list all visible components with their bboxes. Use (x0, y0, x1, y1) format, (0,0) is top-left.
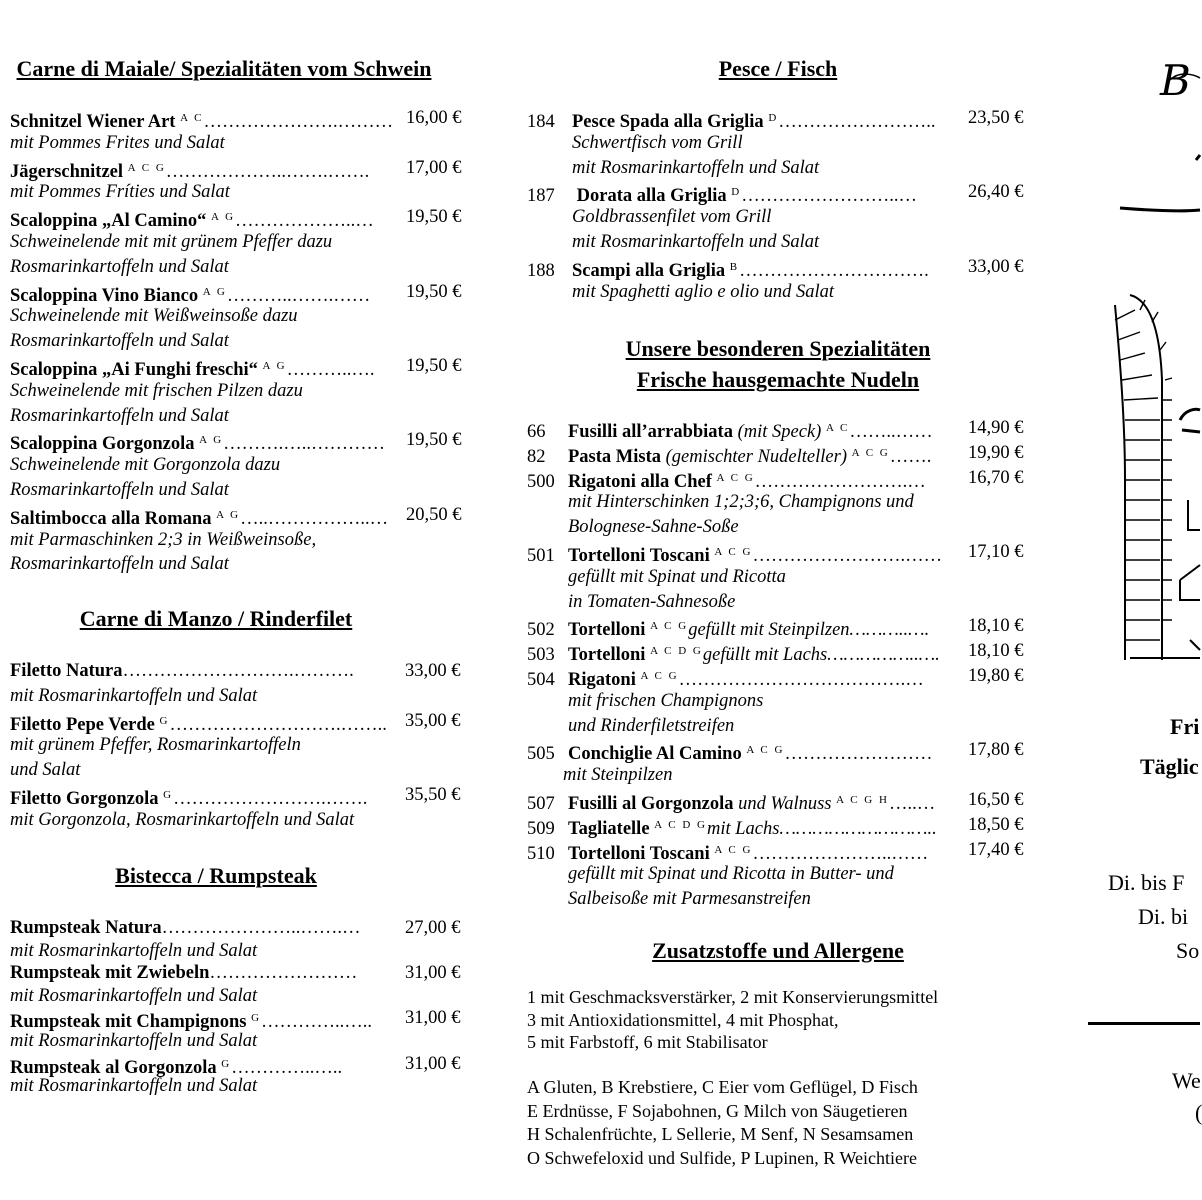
steak-item-0-title: Rumpsteak Natura (10, 918, 162, 938)
pasta-item-10-desc: Salbeisoße mit Parmesanstreifen (568, 889, 811, 910)
steak-item-3-title: Rumpsteak al Gorgonzola (10, 1057, 217, 1078)
pork-item-0-allergens: A C (180, 112, 204, 124)
fish-item-0-price: 23,50 € (968, 108, 1024, 128)
pasta-item-3-number: 501 (527, 546, 555, 566)
pasta-item-3-desc: in Tomaten-Sahnesoße (568, 591, 736, 612)
pasta-item-8-title: Fusilli al Gorgonzola (568, 794, 734, 814)
hours-2: Di. bi (1138, 904, 1189, 929)
pasta-item-2 (527, 466, 926, 494)
pasta-item-3-price: 17,10 € (968, 542, 1024, 562)
pasta-item-2-desc: mit Hinterschinken 1;2;3;6, Champignons und (568, 492, 914, 513)
pork-item-6-desc: Rosmarinkartoffeln und Salat (10, 554, 229, 575)
pasta-item-6-number: 504 (527, 670, 555, 690)
pasta-item-6 (527, 664, 924, 692)
fish-item-0-desc: Schwertfisch vom Grill (572, 132, 743, 153)
additive-line: 3 mit Antioxidationsmittel, 4 mit Phosphat, (527, 1009, 839, 1030)
fish-item-0 (527, 106, 936, 134)
fish-item-1-desc: mit Rosmarinkartoffeln und Salat (572, 232, 820, 252)
pasta-item-0-price: 14,90 € (968, 418, 1024, 438)
beef-item-1-price: 35,00 € (405, 710, 461, 731)
pasta-item-8-number: 507 (527, 794, 555, 814)
pork-item-4-allergens: A G (262, 360, 287, 372)
pork-item-5-allergens: A G (199, 434, 224, 447)
steak-item-1-desc: mit Rosmarinkartoffeln und Salat (10, 985, 258, 1006)
pork-item-1-title: Jägerschnitzel (10, 161, 124, 182)
pork-item-2-desc: Rosmarinkartoffeln und Salat (10, 256, 229, 277)
pork-item-6-dots: …..……………..… (240, 508, 389, 529)
pork-item-4 (10, 354, 374, 382)
divider-line (1088, 1022, 1200, 1025)
fish-item-2 (527, 255, 929, 283)
pork-item-5 (10, 428, 385, 456)
beef-item-1 (10, 709, 387, 737)
pasta-item-8-dots: …..… (888, 794, 936, 814)
heading-specials: Unsere besonderen Spezialitäten (625, 336, 931, 361)
fish-item-1-price: 26,40 € (968, 182, 1024, 203)
pasta-item-0-title: Fusilli all’arrabbiata (568, 422, 733, 442)
pork-item-3-dots: ………..…….…… (226, 285, 371, 306)
steak-item-2-title: Rumpsteak mit Champignons (10, 1012, 247, 1033)
steak-item-3-allergens: G (221, 1057, 232, 1070)
steak-item-1 (10, 961, 357, 985)
fish-item-0-desc: mit Rosmarinkartoffeln und Salat (572, 157, 820, 178)
pork-item-5-desc: Rosmarinkartoffeln und Salat (10, 480, 229, 500)
pasta-item-7-allergens: A C G (746, 744, 785, 757)
fish-item-1-title: Dorata alla Griglia (572, 186, 727, 207)
steak-item-3-dots: …………..….. (231, 1057, 343, 1078)
pork-item-3 (10, 280, 370, 308)
fish-item-2-desc: mit Spaghetti aglio e olio und Salat (572, 281, 835, 302)
steak-item-2-dots: …………..….. (261, 1012, 373, 1033)
pork-item-2-title: Scaloppina „Al Camino“ (10, 211, 207, 232)
steak-item-0 (10, 916, 360, 940)
pork-item-1-allergens: A C G (127, 161, 166, 174)
pasta-item-7-title: Conchiglie Al Camino (568, 744, 742, 765)
pork-item-2-desc: Schweinelende mit mit grünem Pfeffer dazu (10, 232, 333, 252)
pork-item-3-title: Scaloppina Vino Bianco (10, 285, 199, 306)
heading-beef: Carne di Manzo / Rinderfilet (79, 606, 353, 631)
beef-item-2-dots: …………………….……. (173, 789, 368, 809)
fish-item-1 (527, 180, 917, 208)
pasta-item-5-price: 18,10 € (968, 641, 1024, 662)
pasta-item-10-allergens: A C G (714, 843, 753, 856)
pasta-item-8-extra: und Walnuss (733, 794, 832, 814)
pasta-item-10-number: 510 (527, 843, 555, 864)
pasta-item-8-allergens: A C G H (836, 794, 889, 806)
allergen-line: E Erdnüsse, F Sojabohnen, G Milch von Säugetieren (527, 1100, 908, 1121)
beef-item-1-desc: und Salat (10, 760, 81, 781)
hours-3: So (1176, 938, 1200, 963)
pasta-item-1-price: 19,90 € (968, 442, 1024, 463)
pork-item-6-desc: mit Parmaschinken 2;3 in Weißweinsoße, (10, 529, 317, 550)
pasta-item-5 (527, 639, 940, 667)
bottom-text: We (1172, 1068, 1201, 1093)
pasta-item-7 (527, 738, 932, 766)
pasta-item-1-allergens: A C G (851, 446, 890, 459)
pasta-item-3-desc: gefüllt mit Spinat und Ricotta (568, 566, 786, 587)
pork-item-1-dots: ………………..…….……. (165, 161, 370, 182)
pork-item-0-title: Schnitzel Wiener Art (10, 112, 176, 132)
pasta-item-2-desc: Bolognese-Sahne-Soße (568, 517, 739, 538)
allergen-line: A Gluten, B Krebstiere, C Eier vom Geflügel, D Fisch (527, 1077, 918, 1097)
opening-label: Fri (1170, 714, 1200, 739)
pasta-item-1-number: 82 (527, 446, 546, 467)
additive-line: 5 mit Farbstoff, 6 mit Stabilisator (527, 1032, 768, 1053)
steak-item-1-price: 31,00 € (405, 963, 461, 984)
pork-item-2-price: 19,50 € (406, 207, 462, 228)
pasta-item-6-dots: ……………………………….… (678, 670, 924, 690)
pork-item-5-desc: Schweinelende mit Gorgonzola dazu (10, 455, 281, 476)
steak-item-1-title: Rumpsteak mit Zwiebeln (10, 963, 210, 984)
fish-item-0-allergens: D (768, 112, 779, 124)
pork-item-6-title: Saltimbocca alla Romana (10, 508, 212, 529)
beef-item-1-allergens: G (159, 714, 170, 727)
pasta-item-7-price: 17,80 € (968, 740, 1024, 761)
fish-item-2-dots: …………………………. (739, 260, 929, 281)
pasta-item-3 (527, 540, 942, 568)
pork-item-3-desc: Rosmarinkartoffeln und Salat (10, 331, 229, 352)
pork-item-4-dots: ………..…. (286, 360, 375, 380)
fish-item-1-allergens: D (731, 186, 742, 199)
fish-item-1-desc: Goldbrassenfilet vom Grill (572, 207, 772, 228)
steak-item-0-dots: …………………..…….… (161, 918, 361, 938)
pasta-item-10-desc: gefüllt mit Spinat und Ricotta in Butter- und (568, 864, 894, 885)
beef-item-0 (10, 659, 354, 683)
pork-item-4-desc: Schweinelende mit frischen Pilzen dazu (10, 380, 303, 401)
pork-item-6-allergens: A G (216, 508, 241, 521)
steak-item-2-allergens: G (251, 1012, 262, 1025)
daily-label: Täglic (1140, 754, 1199, 779)
pork-item-3-desc: Schweinelende mit Weißweinsoße dazu (10, 306, 298, 327)
beef-item-1-dots: ……………………….…….. (169, 714, 387, 735)
beef-item-2-price: 35,50 € (405, 785, 461, 805)
pasta-item-6-allergens: A C G (640, 670, 679, 682)
pork-item-5-dots: ……….…..………… (223, 434, 386, 455)
pasta-item-4-allergens: A C G (650, 620, 689, 633)
pasta-item-9-allergens: A C D G (654, 818, 707, 831)
pork-item-0 (10, 106, 393, 134)
pasta-item-0-allergens: A C (825, 422, 850, 434)
pasta-item-4-tail: gefüllt mit Steinpilzen………..…. (688, 620, 930, 641)
hours-1: Di. bis F (1108, 870, 1185, 895)
pasta-item-7-number: 505 (527, 744, 555, 765)
fish-item-2-price: 33,00 € (968, 256, 1024, 277)
pasta-item-6-price: 19,80 € (968, 666, 1024, 686)
pasta-item-5-tail: gefüllt mit Lachs……………..…. (702, 645, 940, 666)
pasta-item-1-title: Pasta Mista (568, 446, 661, 467)
pasta-item-3-allergens: A C G (714, 546, 753, 558)
pasta-item-10 (527, 838, 928, 866)
bottom-text-2: ( (1195, 1100, 1202, 1125)
fish-item-1-dots: ……………………..… (741, 186, 917, 207)
pasta-item-3-title: Tortelloni Toscani (568, 546, 710, 566)
beef-item-2-allergens: G (163, 789, 174, 801)
pasta-item-2-price: 16,70 € (968, 467, 1024, 488)
pork-item-3-allergens: A G (202, 285, 227, 298)
pasta-item-8 (527, 788, 935, 816)
pork-item-3-price: 19,50 € (406, 281, 462, 302)
script-title: B (1160, 56, 1191, 105)
pasta-item-5-title: Tortelloni (568, 645, 646, 666)
pork-item-5-price: 19,50 € (406, 430, 462, 451)
fish-item-2-number: 188 (527, 260, 555, 281)
additive-line: 1 mit Geschmacksverstärker, 2 mit Konservierungsmittel (527, 987, 939, 1007)
pasta-item-4-title: Tortelloni (568, 620, 646, 641)
fish-item-1-number: 187 (527, 186, 555, 207)
pasta-item-2-title: Rigatoni alla Chef (568, 471, 712, 492)
pork-item-5-title: Scaloppina Gorgonzola (10, 434, 195, 455)
pasta-item-0-extra: (mit Speck) (732, 422, 822, 442)
pork-item-0-desc: mit Pommes Frites und Salat (10, 132, 225, 153)
beef-item-2-title: Filetto Gorgonzola (10, 789, 159, 809)
steak-item-3-desc: mit Rosmarinkartoffeln und Salat (10, 1076, 258, 1097)
pasta-item-6-desc: mit frischen Champignons (568, 690, 764, 711)
pasta-item-6-title: Rigatoni (568, 670, 636, 690)
beef-item-1-title: Filetto Pepe Verde (10, 714, 155, 735)
fish-item-2-allergens: B (729, 260, 740, 273)
heading-fish: Pesce / Fisch (718, 56, 838, 81)
pork-item-0-price: 16,00 € (406, 108, 462, 128)
pasta-item-10-price: 17,40 € (968, 839, 1024, 860)
pasta-item-0 (527, 416, 933, 444)
steak-item-2-desc: mit Rosmarinkartoffeln und Salat (10, 1031, 258, 1051)
pasta-item-7-dots: …………………… (784, 744, 933, 765)
pasta-item-9-price: 18,50 € (968, 814, 1024, 835)
fish-item-0-number: 184 (527, 112, 555, 132)
pasta-item-9-number: 509 (527, 818, 555, 839)
beef-item-2 (10, 783, 367, 811)
heading-steak: Bistecca / Rumpsteak (115, 863, 317, 888)
pasta-item-0-number: 66 (527, 422, 546, 442)
fish-item-0-title: Pesce Spada alla Griglia (572, 112, 764, 132)
fish-item-0-dots: …………………….. (778, 112, 936, 132)
beef-item-1-desc: mit grünem Pfeffer, Rosmarinkartoffeln (10, 735, 301, 756)
allergen-line: O Schwefeloxid und Sulfide, P Lupinen, R Weichtiere (527, 1147, 917, 1168)
pasta-item-1-dots: ……. (889, 446, 932, 467)
pasta-item-0-dots: ……..…… (849, 422, 933, 442)
pork-item-1-price: 17,00 € (406, 157, 462, 178)
fish-item-2-title: Scampi alla Griglia (572, 260, 726, 281)
pasta-item-9-title: Tagliatelle (568, 818, 650, 839)
steak-item-3-price: 31,00 € (405, 1053, 461, 1074)
pasta-item-10-title: Tortelloni Toscani (568, 843, 710, 864)
pork-item-1-desc: mit Pommes Fríties und Salat (10, 182, 230, 203)
heading-pork: Carne di Maiale/ Spezialitäten vom Schwein (16, 56, 432, 81)
steak-item-2-price: 31,00 € (405, 1008, 461, 1029)
beef-item-0-price: 33,00 € (405, 661, 461, 681)
pork-item-4-price: 19,50 € (406, 356, 462, 376)
pasta-item-3-dots: …………………….…… (752, 546, 943, 566)
allergen-line: H Schalenfrüchte, L Sellerie, M Senf, N Sesamsamen (527, 1124, 914, 1144)
heading-pasta: Frische hausgemachte Nudeln (636, 367, 920, 392)
pasta-item-8-price: 16,50 € (968, 790, 1024, 810)
pasta-item-4-number: 502 (527, 620, 555, 641)
pasta-item-5-allergens: A C D G (650, 645, 703, 658)
pasta-item-2-dots: …………………….… (754, 471, 926, 492)
pasta-item-5-number: 503 (527, 645, 555, 666)
pasta-item-1-extra: (gemischter Nudelteller) (661, 446, 847, 467)
pasta-item-10-dots: …………………..…… (752, 843, 929, 864)
beef-item-2-desc: mit Gorgonzola, Rosmarinkartoffeln und Salat (10, 809, 355, 830)
beef-item-0-dots: ……………………….………. (122, 661, 354, 681)
steak-item-0-desc: mit Rosmarinkartoffeln und Salat (10, 940, 258, 961)
pasta-item-2-allergens: A C G (716, 471, 755, 484)
beef-item-0-title: Filetto Natura (10, 661, 123, 681)
beef-item-0-desc: mit Rosmarinkartoffeln und Salat (10, 685, 258, 706)
pasta-item-2-number: 500 (527, 471, 555, 492)
pork-item-1 (10, 156, 369, 184)
heading-additives: Zusatzstoffe und Allergene (652, 938, 904, 963)
pasta-item-7-desc: mit Steinpilzen (563, 765, 673, 786)
pork-item-2 (10, 205, 374, 233)
pasta-item-9 (527, 813, 937, 841)
pork-item-4-title: Scaloppina „Ai Funghi freschi“ (10, 360, 258, 380)
pasta-item-4-price: 18,10 € (968, 616, 1024, 637)
pork-item-6 (10, 503, 388, 531)
restaurant-drawing (1100, 60, 1200, 700)
pork-item-4-desc: Rosmarinkartoffeln und Salat (10, 405, 229, 426)
pork-item-0-dots: ………………….……… (203, 112, 394, 132)
pasta-item-1 (527, 441, 931, 469)
pork-item-2-allergens: A G (210, 211, 236, 224)
pork-item-2-dots: ………………..… (235, 211, 374, 232)
pork-item-6-price: 20,50 € (406, 504, 462, 525)
pasta-item-4 (527, 614, 929, 642)
pasta-item-9-tail: mit Lachs……………………….. (706, 818, 937, 839)
steak-item-1-dots: …………………… (209, 963, 358, 984)
pasta-item-6-desc: und Rinderfiletstreifen (568, 715, 735, 736)
steak-item-0-price: 27,00 € (405, 918, 461, 938)
